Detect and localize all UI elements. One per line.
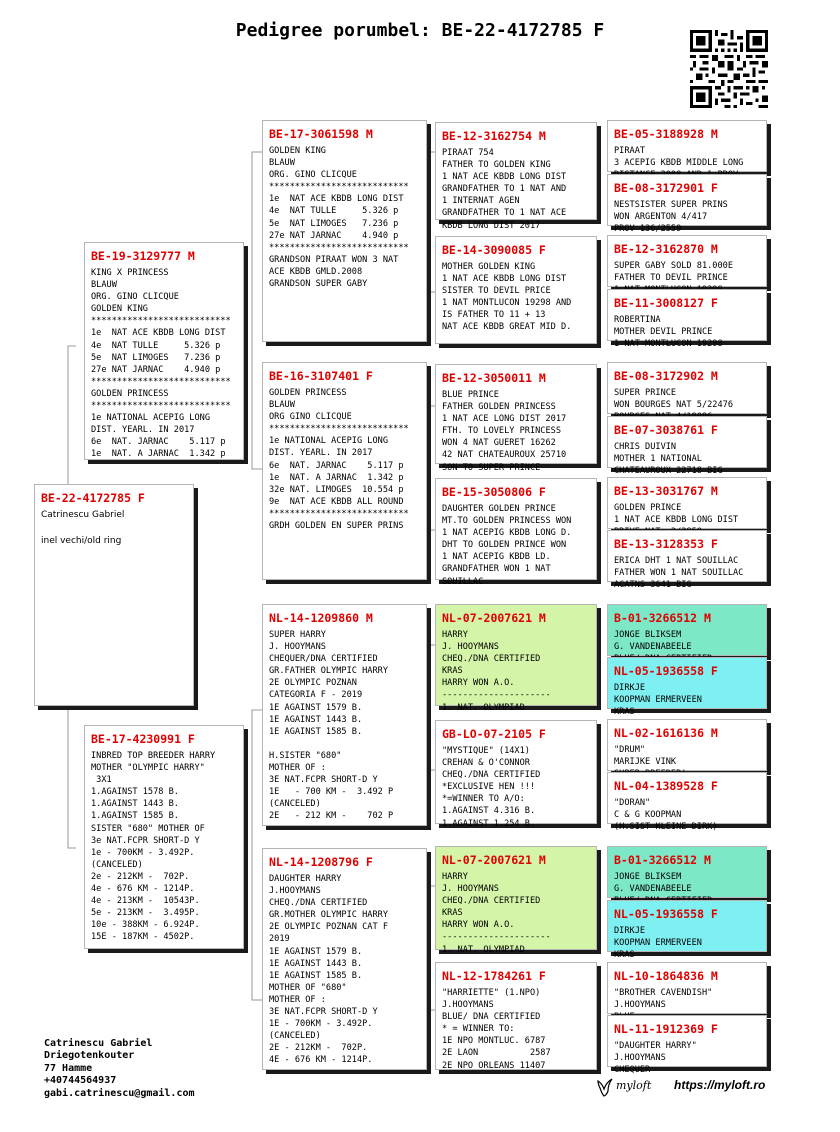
gg-grandparent-card[interactable] bbox=[607, 174, 767, 235]
subject-details: Catrinescu Gabriel inel vechi/old ring bbox=[41, 510, 125, 546]
gg-grandparent-card[interactable] bbox=[607, 477, 767, 529]
great-grandparent-details: DAUGHTER GOLDEN PRINCE MT.TO GOLDEN PRINCESS WON 1 NAT ACEPIG KBDB LONG D. DHT TO GOLDEN PRINCE WON 1 NAT ACEPIG KBDB LD. GRANDFATHER WON 1 NAT SOUILLAC bbox=[442, 504, 572, 587]
grandparent-card[interactable] bbox=[262, 362, 427, 580]
gg-grandparent-details: ROBERTINA MOTHER DEVIL PRINCE 1 NAT MONTLUCON 19298 bbox=[614, 315, 723, 350]
gg-grandparent-card[interactable] bbox=[607, 772, 767, 833]
grandparent-ring-code: NL-14-1208796 F bbox=[269, 855, 373, 869]
great-grandparent-details: BLUE PRINCE FATHER GOLDEN PRINCESS 1 NAT ACE LONG DIST 2017 FTH. TO LOVELY PRINCESS WON 4 NAT GUERET 16262 42 NAT CHATEAUROUX 25710 SON TO SUPER PRINCE bbox=[442, 390, 567, 473]
gg-grandparent-details: JONGE BLIKSEM G. VANDENABEELE bbox=[614, 872, 692, 895]
great-grandparent-ring-code: BE-12-3162754 M bbox=[442, 129, 546, 143]
gg-grandparent-details: "DRUM" MARIJKE VINK bbox=[614, 745, 677, 768]
gg-grandparent-details: GOLDEN PRINCE 1 NAT ACE KBDB LONG DIST bbox=[614, 503, 739, 526]
grandparent-details: GOLDEN KING BLAUW ORG. GINO CLICQUE *************************** 1e NAT ACE KBDB LONG DIST 4e NAT TULLE 5.326 p 5e NAT LIMOGES 7.236 p 27e NAT JARNAC 4.940 p *************************** GRANDSON PIRAAT WON 3 NAT ACE KBDB GMLD.2008 GRANDSON SUPER GABY bbox=[269, 146, 409, 290]
great-grandparent-ring-code: GB-LO-07-2105 F bbox=[442, 727, 546, 741]
gg-grandparent-ring-code: NL-04-1389528 F bbox=[614, 779, 718, 793]
gg-grandparent-card[interactable] bbox=[607, 846, 767, 898]
great-grandparent-details: "MYSTIQUE" (14X1) CREHAN & O'CONNOR CHEQ./DNA CERTIFIED *EXCLUSIVE HEN !!! *=WINNER TO A/O: 1.AGAINST 4.316 B. 1.AGAINST 1.254 B. bbox=[442, 746, 541, 829]
great-grandparent-ring-code: BE-14-3090085 F bbox=[442, 243, 546, 257]
gg-grandparent-details: SUPER GABY SOLD 81.000E FATHER TO DEVIL PRINCE bbox=[614, 261, 733, 284]
gg-grandparent-details: PIRAAT 3 ACEPIG KBDB MIDDLE LONG bbox=[614, 146, 744, 169]
sire-card[interactable] bbox=[84, 242, 244, 460]
gg-grandparent-card[interactable] bbox=[607, 416, 767, 477]
gg-grandparent-details: ERICA DHT 1 NAT SOUILLAC FATHER WON 1 NAT SOUILLAC ACATNS 3641 BIG bbox=[614, 556, 744, 591]
gg-grandparent-ring-code: NL-11-1912369 F bbox=[614, 1022, 718, 1036]
gg-grandparent-ring-code: NL-02-1616136 M bbox=[614, 726, 718, 740]
gg-grandparent-ring-code: B-01-3266512 M bbox=[614, 853, 711, 867]
gg-grandparent-card[interactable] bbox=[607, 289, 767, 350]
great-grandparent-card[interactable] bbox=[435, 122, 597, 231]
gg-grandparent-details: NESTSISTER SUPER PRINS WON ARGENTON 4/417 PROV 136/2559 bbox=[614, 200, 728, 235]
great-grandparent-card[interactable] bbox=[435, 604, 597, 713]
great-grandparent-card[interactable] bbox=[435, 478, 597, 587]
great-grandparent-details: HARRY J. HOOYMANS CHEQ./DNA CERTIFIED KRAS HARRY WON A.O. --------------------- 1. NAT. OLYMPIAD bbox=[442, 872, 551, 955]
sire-details: KING X PRINCESS BLAUW ORG. GINO CLICQUE GOLDEN KING *************************** 1e NAT ACE KBDB LONG DIST 4e NAT TULLE 5.326 p 5e NAT LIMOGES 7.236 p 27e NAT JARNAC 4.940 p *************************** GOLDEN PRINCESS *************************** 1e NATIONAL ACEPIG LONG DIST. YEARL. IN 2017 6e NAT. JARNAC 5.117 p 1e NAT. A JARNAC 1.342 p bbox=[91, 268, 231, 460]
gg-grandparent-details: "DORAN" C & G KOOPMAN (H.SIST KLEINE DIRK) bbox=[614, 798, 718, 833]
grandparent-ring-code: BE-16-3107401 F bbox=[269, 369, 373, 383]
dam-card[interactable] bbox=[84, 725, 244, 949]
dam-details: INBRED TOP BREEDER HARRY MOTHER "OLYMPIC HARRY" 3X1 1.AGAINST 1578 B. 1.AGAINST 1443 B. 1.AGAINST 1585 B. SISTER "680" MOTHER OF 3e NAT.FCPR SHORT-D Y 1e - 700KM - 3.492P. (CANCELED) 2e - 212KM - 702P. 4e - 676 KM - 1214P. 4e - 213KM - 10543P. 5e - 213KM - 3.495P. 10e - 388KM - 6.924P. 15E - 187KM - 4502P. bbox=[91, 751, 216, 943]
gg-grandparent-ring-code: BE-12-3162870 M bbox=[614, 242, 718, 256]
great-grandparent-ring-code: BE-12-3050011 M bbox=[442, 371, 546, 385]
gg-grandparent-card[interactable] bbox=[607, 120, 767, 172]
grandparent-details: DAUGHTER HARRY J.HOOYMANS CHEQ./DNA CERTIFIED GR.MOTHER OLYMPIC HARRY 2E OLYMPIC POZNAN CAT F 2019 1E AGAINST 1579 B. 1E AGAINST 1443 B. 1E AGAINST 1585 B. MOTHER OF "680" MOTHER OF : 3E NAT.FCPR SHORT-D Y 1E - 700KM - 3.492P. (CANCELED) 2E - 212KM - 702P. 4E - 676 KM - 1214P. bbox=[269, 874, 388, 1066]
great-grandparent-details: PIRAAT 754 FATHER TO GOLDEN KING 1 NAT ACE KBDB LONG DIST GRANDFATHER TO 1 NAT AND 1 INTERNAT AGEN GRANDFATHER TO 1 NAT ACE KBDB LONG DIST 2017 bbox=[442, 148, 567, 231]
gg-grandparent-card[interactable] bbox=[607, 962, 767, 1014]
gg-grandparent-card[interactable] bbox=[607, 235, 767, 287]
great-grandparent-details: HARRY J. HOOYMANS CHEQ./DNA CERTIFIED KRAS HARRY WON A.O. --------------------- 1. NAT. OLYMPIAD bbox=[442, 630, 551, 713]
gg-grandparent-details: JONGE BLIKSEM G. VANDENABEELE bbox=[614, 630, 692, 653]
grandparent-card[interactable] bbox=[262, 120, 427, 342]
great-grandparent-ring-code: NL-07-2007621 M bbox=[442, 853, 546, 867]
gg-grandparent-details: SUPER PRINCE WON BOURGES NAT 5/22476 bbox=[614, 388, 733, 411]
footer-brand bbox=[596, 1074, 776, 1100]
sire-ring-code: BE-19-3129777 M bbox=[91, 249, 195, 263]
gg-grandparent-card[interactable] bbox=[607, 657, 767, 718]
gg-grandparent-details: CHRIS DUIVIN MOTHER 1 NATIONAL CHATEAUROUX 22718 BIG bbox=[614, 442, 723, 477]
grandparent-card[interactable] bbox=[262, 848, 427, 1070]
gg-grandparent-details: DIRKJE KOOPMAN ERMERVEEN KRAS bbox=[614, 683, 702, 718]
gg-grandparent-ring-code: BE-13-3128353 F bbox=[614, 537, 718, 551]
gg-grandparent-ring-code: NL-05-1936558 F bbox=[614, 664, 718, 678]
brand-logo-text: myloft bbox=[616, 1079, 652, 1092]
gg-grandparent-card[interactable] bbox=[607, 530, 767, 591]
great-grandparent-card[interactable] bbox=[435, 962, 597, 1070]
gg-grandparent-ring-code: BE-11-3008127 F bbox=[614, 296, 718, 310]
great-grandparent-ring-code: NL-07-2007621 M bbox=[442, 611, 546, 625]
great-grandparent-details: MOTHER GOLDEN KING 1 NAT ACE KBDB LONG DIST SISTER TO DEVIL PRICE 1 NAT MONTLUCON 19298 AND IS FATHER TO 11 + 13 NAT ACE KBDB GREAT MID D. bbox=[442, 262, 572, 333]
gg-grandparent-details: "BROTHER CAVENDISH" J.HOOYMANS bbox=[614, 988, 713, 1011]
gg-grandparent-details: "DAUGHTER HARRY" J.HOOYMANS CHEQUER bbox=[614, 1041, 697, 1076]
gg-grandparent-ring-code: BE-05-3188928 M bbox=[614, 127, 718, 141]
gg-grandparent-card[interactable] bbox=[607, 362, 767, 414]
grandparent-ring-code: NL-14-1209860 M bbox=[269, 611, 373, 625]
grandparent-details: SUPER HARRY J. HOOYMANS CHEQUER/DNA CERTIFIED GR.FATHER OLYMPIC HARRY 2E OLYMPIC POZNAN CATEGORIA F - 2019 1E AGAINST 1579 B. 1E AGAINST 1443 B. 1E AGAINST 1585 B. H.SISTER "680" MOTHER OF : 3E NAT.FCPR SHORT-D Y 1E - 700 KM - 3.492 P (CANCELED) 2E - 212 KM - 702 P bbox=[269, 630, 394, 822]
gg-grandparent-ring-code: NL-05-1936558 F bbox=[614, 907, 718, 921]
bird-logo-icon bbox=[596, 1077, 614, 1097]
owner-contact: Catrinescu Gabriel Driegotenkouter 77 Hamme +40744564937 gabi.catrinescu@gmail.com bbox=[44, 1038, 195, 1099]
grandparent-card[interactable] bbox=[262, 604, 427, 826]
gg-grandparent-ring-code: BE-08-3172901 F bbox=[614, 181, 718, 195]
great-grandparent-ring-code: BE-15-3050806 F bbox=[442, 485, 546, 499]
gg-grandparent-card[interactable] bbox=[607, 604, 767, 656]
page-title: Pedigree porumbel: BE-22-4172785 F bbox=[235, 20, 605, 41]
website-link[interactable]: https://myloft.ro bbox=[674, 1078, 766, 1092]
great-grandparent-details: "HARRIETTE" (1.NPO) J.HOOYMANS BLUE/ DNA CERTIFIED * = WINNER TO: 1E NPO MONTLUC. 6787 2E LAON 2587 2E NPO ORLEANS 11407 bbox=[442, 988, 551, 1071]
gg-grandparent-card[interactable] bbox=[607, 900, 767, 961]
gg-grandparent-details: DIRKJE KOOPMAN ERMERVEEN KRAS bbox=[614, 926, 702, 961]
great-grandparent-card[interactable] bbox=[435, 846, 597, 955]
grandparent-ring-code: BE-17-3061598 M bbox=[269, 127, 373, 141]
gg-grandparent-card[interactable] bbox=[607, 1015, 767, 1076]
great-grandparent-card[interactable] bbox=[435, 364, 597, 473]
subject-card[interactable] bbox=[34, 484, 194, 706]
grandparent-details: GOLDEN PRINCESS BLAUW ORG GINO CLICQUE *************************** 1e NATIONAL ACEPIG LONG DIST. YEARL. IN 2017 6e NAT. JARNAC 5.117 p 1e NAT. A JARNAC 1.342 p 32e NAT. LIMOGES 10.554 p 9e NAT ACE KBDB ALL ROUND *************************** GRDH GOLDEN EN SUPER PRINS bbox=[269, 388, 409, 532]
gg-grandparent-ring-code: B-01-3266512 M bbox=[614, 611, 711, 625]
gg-grandparent-ring-code: NL-10-1864836 M bbox=[614, 969, 718, 983]
gg-grandparent-ring-code: BE-07-3038761 F bbox=[614, 423, 718, 437]
great-grandparent-ring-code: NL-12-1784261 F bbox=[442, 969, 546, 983]
dam-ring-code: BE-17-4230991 F bbox=[91, 732, 195, 746]
gg-grandparent-ring-code: BE-08-3172902 M bbox=[614, 369, 718, 383]
great-grandparent-card[interactable] bbox=[435, 720, 597, 829]
subject-ring-code: BE-22-4172785 F bbox=[41, 491, 145, 505]
gg-grandparent-card[interactable] bbox=[607, 719, 767, 771]
great-grandparent-card[interactable] bbox=[435, 236, 597, 344]
gg-grandparent-ring-code: BE-13-3031767 M bbox=[614, 484, 718, 498]
